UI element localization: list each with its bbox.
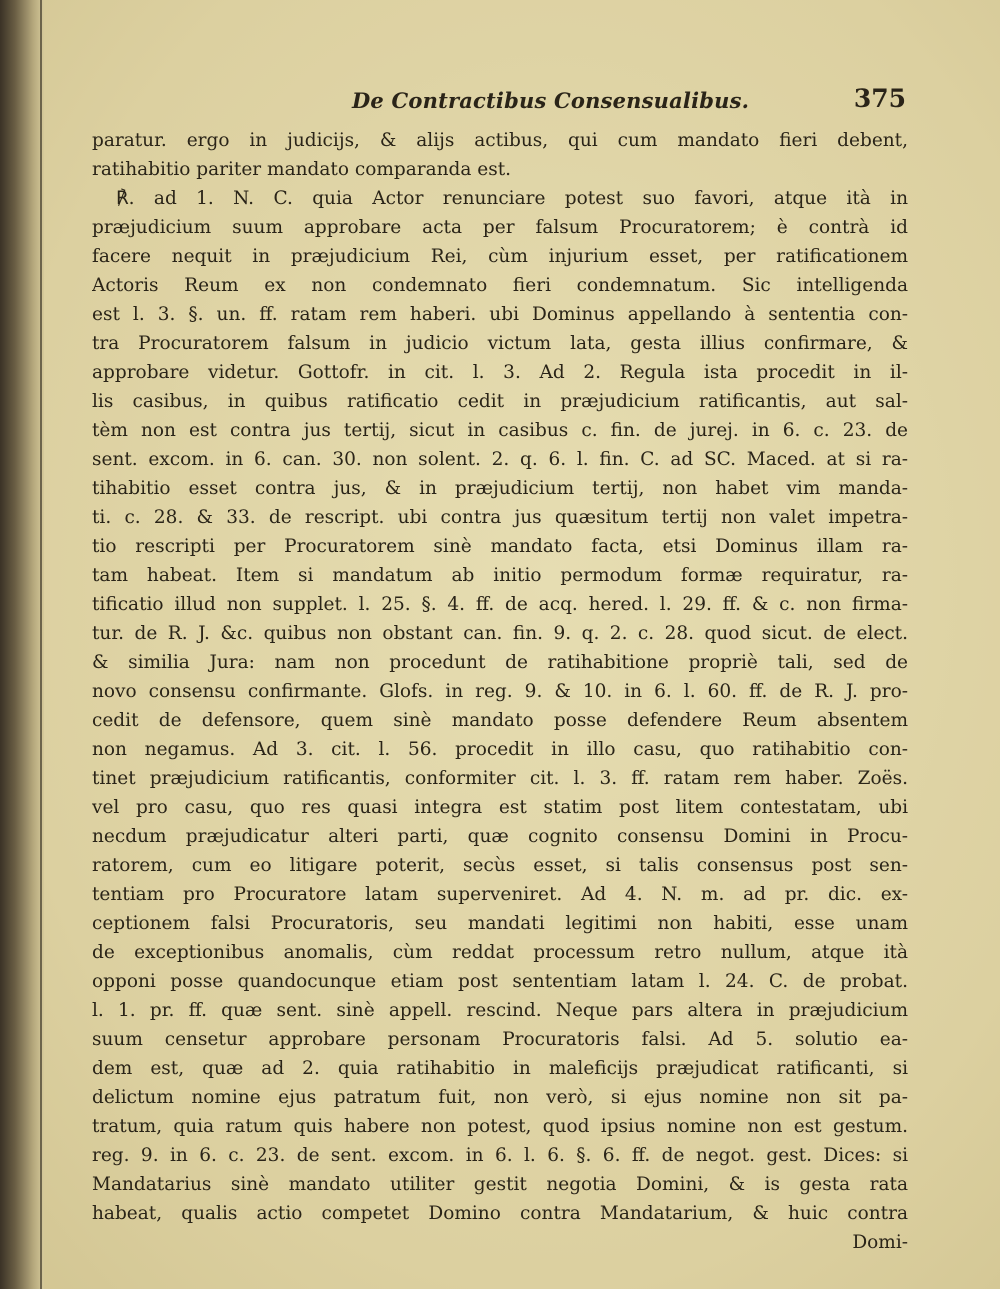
text-line: suum censetur approbare personam Procuratoris falsi. Ad 5. solutio ea-	[92, 1029, 908, 1050]
text-line: reg. 9. in 6. c. 23. de sent. excom. in 6. l. 6. §. 6. ff. de negot. gest. Dices: si	[92, 1145, 908, 1166]
text-line: tentiam pro Procuratore latam superveniret. Ad 4. N. m. ad pr. dic. ex-	[92, 884, 908, 905]
text-line: novo consensu confirmante. Glofs. in reg. 9. & 10. in 6. l. 60. ff. de R. J. pro-	[92, 681, 908, 702]
text-line: necdum præjudicatur alteri parti, quæ cognito consensu Domini in Procu-	[92, 826, 908, 847]
text-line: ti. c. 28. & 33. de rescript. ubi contra jus quæsitum tertij non valet impetra-	[92, 507, 908, 528]
text-line: vel pro casu, quo res quasi integra est statim post litem contestatam, ubi	[92, 797, 908, 818]
catchword: Domi-	[852, 1232, 908, 1253]
text-line: delictum nomine ejus patratum fuit, non verò, si ejus nomine non sit pa-	[92, 1087, 908, 1108]
text-line: ℟. ad 1. N. C. quia Actor renunciare potest suo favori, atque ità in	[116, 188, 908, 209]
text-line: habeat, qualis actio competet Domino contra Mandatarium, & huic contra	[92, 1203, 908, 1224]
text-line: de exceptionibus anomalis, cùm reddat processum retro nullum, atque ità	[92, 942, 908, 963]
text-line: tam habeat. Item si mandatum ab initio permodum formæ requiratur, ra-	[92, 565, 908, 586]
text-line: præjudicium suum approbare acta per falsum Procuratorem; è contrà id	[92, 217, 908, 238]
text-line: sent. excom. in 6. can. 30. non solent. 2. q. 6. l. fin. C. ad SC. Maced. at si ra-	[92, 449, 908, 470]
text-line: tihabitio esset contra jus, & in præjudicium tertij, non habet vim manda-	[92, 478, 908, 499]
text-line: est l. 3. §. un. ff. ratam rem haberi. ubi Dominus appellando à sententia con-	[92, 304, 908, 325]
text-line: Actoris Reum ex non condemnato fieri condemnatum. Sic intelligenda	[92, 275, 908, 296]
text-line: approbare videtur. Gottofr. in cit. l. 3. Ad 2. Regula ista procedit in il-	[92, 362, 908, 383]
text-line: opponi posse quandocunque etiam post sententiam latam l. 24. C. de probat.	[92, 971, 908, 992]
text-line: tratum, quia ratum quis habere non potest, quod ipsius nomine non est gestum.	[92, 1116, 908, 1137]
gutter-line	[40, 0, 42, 1289]
text-line: paratur. ergo in judicijs, & alijs actibus, qui cum mandato fieri debent,	[92, 130, 908, 151]
text-line: lis casibus, in quibus ratificatio cedit in præjudicium ratificantis, aut sal-	[92, 391, 908, 412]
text-line: ratorem, cum eo litigare poterit, secùs esset, si talis consensus post sen-	[92, 855, 908, 876]
page-number: 375	[853, 84, 906, 113]
body-text	[92, 126, 908, 1257]
text-line: tur. de R. J. &c. quibus non obstant can. fin. 9. q. 2. c. 28. quod sicut. de elect.	[92, 623, 908, 644]
text-line: & similia Jura: nam non procedunt de ratihabitione propriè tali, sed de	[92, 652, 908, 673]
text-line: dem est, quæ ad 2. quia ratihabitio in maleficijs præjudicat ratificanti, si	[92, 1058, 908, 1079]
text-line: cedit de defensore, quem sinè mandato posse defendere Reum absentem	[92, 710, 908, 731]
page-header	[92, 84, 912, 120]
text-line: l. 1. pr. ff. quæ sent. sinè appell. rescind. Neque pars altera in præjudicium	[92, 1000, 908, 1021]
book-spine	[0, 0, 44, 1289]
text-line: facere nequit in præjudicium Rei, cùm injurium esset, per ratificationem	[92, 246, 908, 267]
text-line: non negamus. Ad 3. cit. l. 56. procedit in illo casu, quo ratihabitio con-	[92, 739, 908, 760]
text-line: tio rescripti per Procuratorem sinè mandato facta, etsi Dominus illam ra-	[92, 536, 908, 557]
text-line: tèm non est contra jus tertij, sicut in casibus c. fin. de jurej. in 6. c. 23. de	[92, 420, 908, 441]
text-line: tra Procuratorem falsum in judicio victum lata, gesta illius confirmare, &	[92, 333, 908, 354]
text-line: tinet præjudicium ratificantis, conformiter cit. l. 3. ff. ratam rem haber. Zoës.	[92, 768, 908, 789]
text-line: tificatio illud non supplet. l. 25. §. 4. ff. de acq. hered. l. 29. ff. & c. non firma-	[92, 594, 908, 615]
running-title: De Contractibus Consensualibus.	[352, 88, 750, 113]
text-line: ceptionem falsi Procuratoris, seu mandati legitimi non habiti, esse unam	[92, 913, 908, 934]
text-line: Mandatarius sinè mandato utiliter gestit negotia Domini, & is gesta rata	[92, 1174, 908, 1195]
text-line: ratihabitio pariter mandato comparanda est.	[92, 159, 512, 180]
